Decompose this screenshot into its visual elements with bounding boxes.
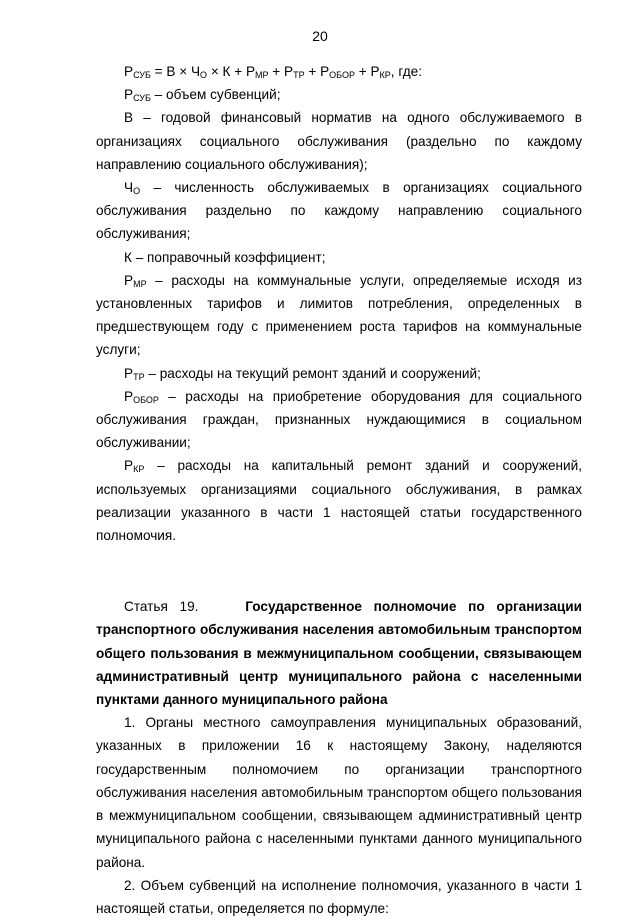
- definition-k: К – поправочный коэффициент;: [124, 249, 326, 265]
- spacer: [96, 547, 582, 571]
- article-part-2: 2. Объем субвенций на исполнение полномочия, указанного в части 1 настоящей статьи, определяется по формуле:: [96, 877, 582, 916]
- definition-pmr: $Р_{МР}$ – расходы на коммунальные услуги, определяемые исходя из установленных тарифов и лимитов потребления, определенных в предшествующем году с применением роста тарифов на коммунальные услуги;: [96, 272, 582, 358]
- definition-cho: $Ч_О$ – численность обслуживаемых в организациях социального обслуживания раздельно по каждому направлению социального обслуживания;: [96, 180, 582, 242]
- definition-ptr: $Р_{ТР}$ – расходы на текущий ремонт зданий и сооружений;: [124, 365, 481, 382]
- article-label: Статья 19.: [124, 599, 199, 615]
- formula-line: $P_{СУБ} = В \times Ч_О \times К + Р_{МР} + Р_{ТР} + Р_{ОБОР} + Р_{КР}$, где:: [124, 64, 422, 80]
- definition-b: В – годовой финансовый норматив на одного обслуживаемого в организациях социального обслуживания (раздельно по каждому направлению социального обслуживания);: [96, 110, 582, 172]
- spacer: [96, 571, 582, 595]
- page-content: [96, 60, 582, 920]
- definition-psub: $Р_{СУБ}$ – объем субвенций;: [124, 87, 281, 104]
- definition-pkr: $Р_{КР}$ – расходы на капитальный ремонт зданий и сооружений, используемых организациями социального обслуживания, в рамках реализации указанного в части 1 настоящей статьи государственного полномочия.: [96, 458, 582, 544]
- definition-pobor: $Р_{ОБОР}$ – расходы на приобретение оборудования для социального обслуживания граждан, признанных нуждающимися в социальном обслуживании;: [96, 388, 582, 451]
- article-part-1: 1. Органы местного самоуправления муниципальных образований, указанных в приложении 16 к настоящему Закону, наделяются государственным полномочием по организации транспортного обслуживания населения автомобильным транспортом общего пользования в межмуниципальном сообщении, связывающем административный центр муниципального района с населенными пунктами данного муниципального района.: [96, 715, 582, 870]
- article-title: Государственное полномочие по организации транспортного обслуживания населения автомобильным транспортом общего пользования в межмуниципальном сообщении, связывающем административный центр муниципального района с населенными пунктами данного муниципального района: [96, 599, 582, 708]
- page-number: 20: [312, 28, 328, 44]
- article-heading: [96, 595, 582, 711]
